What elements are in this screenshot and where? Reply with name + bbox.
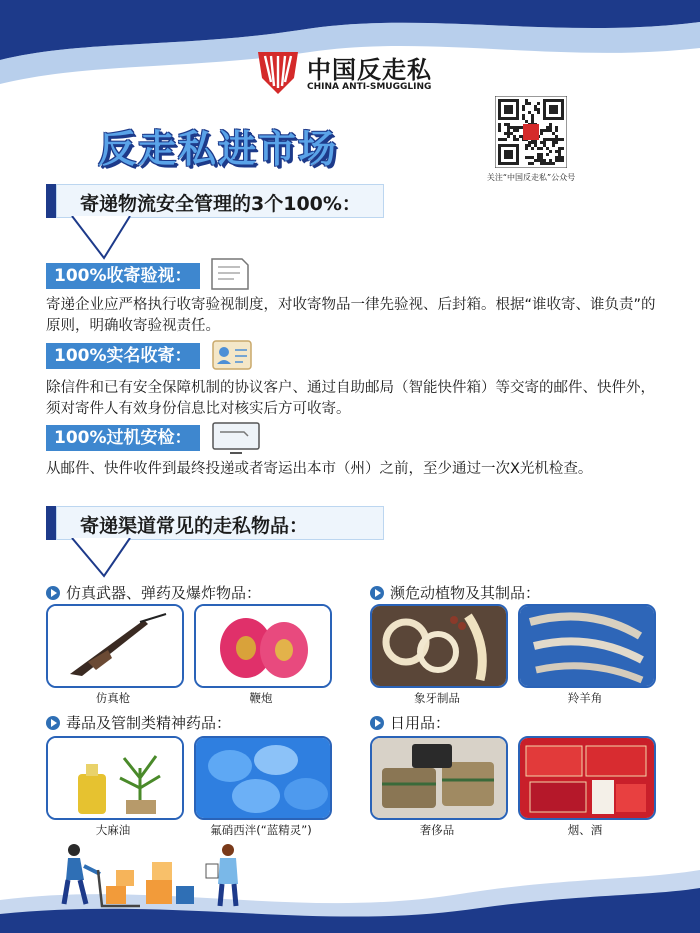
section-heading-text: 寄递物流安全管理的3个100%： [80,193,361,215]
tag-real-name: 100%实名收寄： [46,343,200,369]
heading-bar [46,184,56,218]
paragraph-real-name: 除信件和已有安全保障机制的协议客户、通过自助邮局（智能快件箱）等交寄的邮件、快件外，须对寄件人有效身份信息比对核实后方可收寄。 [46,380,655,417]
logo-chinese-text: 中国反走私 [307,56,432,84]
qr-code [495,96,567,168]
logo-english-text: CHINA ANTI-SMUGGLING [307,82,432,92]
category-weapons [46,582,261,603]
document-icon [206,255,254,293]
category-drugs [46,712,231,733]
paragraph-inspection: 寄递企业应严格执行收寄验视制度，对收寄物品一律先验视、后封箱。根据“谁收寄、谁负责”的原则，明确收寄验视责任。 [46,297,656,334]
category-label: 毒品及管制类精神药品： [66,714,232,732]
heading-bar [46,506,56,540]
product-image-replica-gun [46,604,184,688]
product-image-antelope-horn [518,604,656,688]
logo [255,48,455,100]
section-heading-smuggled-items [46,506,384,540]
play-bullet-icon [46,716,60,730]
product-caption: 仿真枪 [95,691,131,705]
product-image-cannabis-oil [46,736,184,820]
heading-callout-pointer [70,538,140,578]
play-bullet-icon [46,586,60,600]
id-card-icon [210,336,256,374]
page-title: 反走私进市场 [98,127,339,171]
category-daily-goods [370,712,450,733]
play-bullet-icon [370,586,384,600]
category-label: 仿真武器、弹药及爆炸物品： [66,584,262,602]
product-image-firecrackers [194,604,332,688]
product-caption: 羚羊角 [567,691,603,705]
product-caption: 大麻油 [95,823,131,837]
qr-caption: 关注“中国反走私”公众号 [486,173,576,182]
product-caption: 象牙制品 [414,691,460,705]
product-caption: 奢侈品 [419,823,455,837]
play-bullet-icon [370,716,384,730]
product-image-ivory [370,604,508,688]
category-label: 濒危动植物及其制品： [390,584,541,602]
section-heading-100-percent [46,184,384,218]
tag-x-ray: 100%过机安检： [46,425,200,451]
product-image-cigarettes-liquor [518,736,656,820]
product-caption: 氟硝西泮(“蓝精灵”) [210,823,312,837]
shield-logo-icon [255,48,301,96]
paragraph-x-ray: 从邮件、快件收件到最终投递或者寄运出本市（州）之前，至少通过一次X光机检查。 [46,461,593,477]
product-caption: 鞭炮 [249,691,273,705]
product-caption: 烟、酒 [567,823,603,837]
product-image-flunitrazepam [194,736,332,820]
delivery-workers-illustration [50,840,270,912]
product-image-luxury-goods [370,736,508,820]
category-label: 日用品： [390,714,451,732]
category-endangered [370,582,540,603]
heading-callout-pointer [70,216,140,260]
tag-inspection: 100%收寄验视： [46,263,200,289]
section-heading-text: 寄递渠道常见的走私物品： [80,515,309,537]
monitor-icon [210,420,262,456]
